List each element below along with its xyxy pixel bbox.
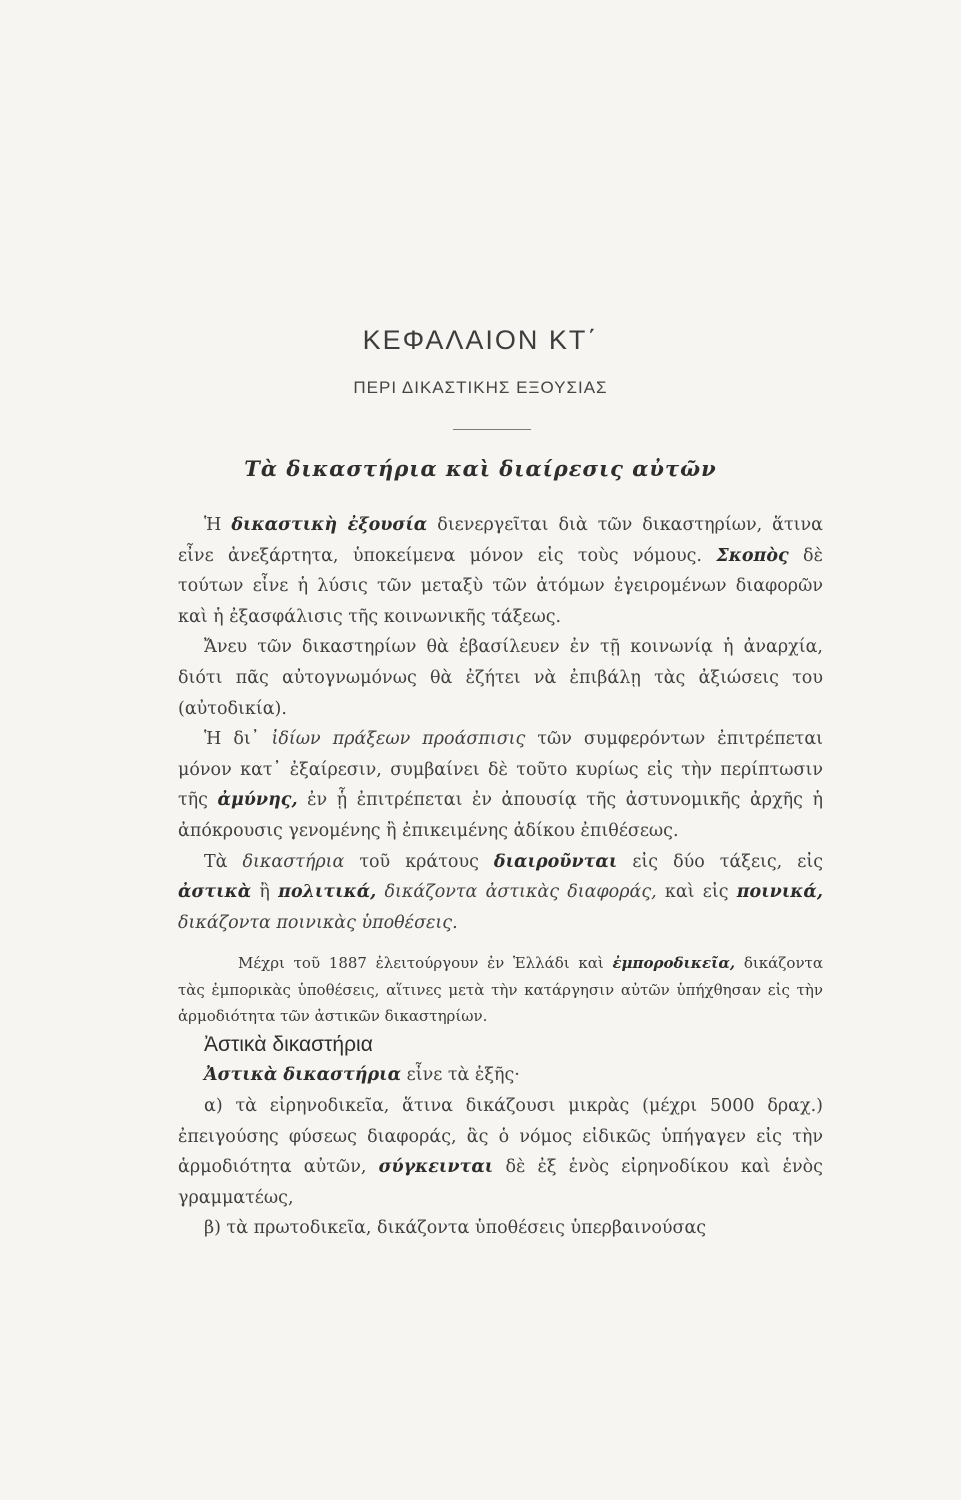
list-item-b: β) τὰ πρωτοδικεῖα, δικάζοντα ὑποθέσεις ὑπερβαινούσας xyxy=(204,1218,707,1239)
body-text xyxy=(178,510,823,1244)
italic-term: δικαστήρια xyxy=(242,851,345,872)
emphasis-term: Σκοπὸς xyxy=(716,545,789,566)
text-run: Τὰ xyxy=(204,851,243,872)
text-run: α) τὰ εἰρηνοδικεῖα, ἅτινα δικάζουσι μικρὰς (μέχρι 5000 δραχ.) ἐπειγούσης φύσεως διαφοράς, ἃς ὁ νόμος εἰδικῶς ὑπήγαγεν εἰς τὴν ἁρμοδιότητα αὐτῶν, xyxy=(178,1096,823,1178)
emphasis-term: Ἀστικὰ δικαστήρια xyxy=(204,1065,402,1086)
text-run: Ἡ δι᾽ xyxy=(204,729,272,750)
paragraph-self-defense xyxy=(178,724,823,846)
emphasis-term: ἀμύνης, xyxy=(217,790,298,811)
text-run: δὲ ἐξ ἑνὸς εἰρηνοδίκου καὶ ἑνὸς γραμματέως, xyxy=(178,1157,823,1208)
text-run: εἶνε τὰ ἑξῆς· xyxy=(401,1065,520,1086)
text-run: καὶ εἰς xyxy=(656,882,737,903)
paragraph-court-division xyxy=(178,847,823,939)
paragraph-civil-courts-intro xyxy=(178,1060,823,1091)
text-run: τοῦ κράτους xyxy=(344,851,494,872)
text-run: εἰς δύο τάξεις, εἰς xyxy=(617,851,823,872)
list-item-a xyxy=(178,1091,823,1213)
emphasis-term: δικαστικὴ ἐξουσία xyxy=(231,515,428,535)
emphasis-term: ποινικά, xyxy=(736,882,823,903)
italic-term: ἰδίων πράξεων προάσπισις xyxy=(271,729,526,750)
subsection-heading: Ἀστικὰ δικαστήρια xyxy=(204,1032,373,1056)
section-heading: Τὰ δικαστήρια καὶ διαίρεσις αὐτῶν xyxy=(244,456,717,481)
emphasis-term: σύγκεινται xyxy=(378,1157,494,1178)
text-run xyxy=(376,882,384,902)
text-run: δὲ τούτων εἶνε ἡ λύσις τῶν μεταξὺ τῶν ἀτόμων ἐγειρομένων διαφορῶν καὶ ἡ ἐξασφάλισις τῆς κοινωνικῆς τάξεως. xyxy=(178,545,823,627)
emphasis-term: ἐμποροδικεῖα, xyxy=(612,954,736,973)
emphasis-term: διαιροῦνται xyxy=(493,851,618,872)
text-run: Μέχρι τοῦ 1887 ἐλειτούργουν ἐν Ἑλλάδι καὶ xyxy=(238,954,613,973)
chapter-title: ΚΕΦΑΛΑΙΟΝ ΚΤ΄ xyxy=(362,325,599,355)
footnote-commercial-courts xyxy=(178,950,823,1030)
emphasis-term: πολιτικά, xyxy=(278,882,377,903)
emphasis-term: ἀστικὰ xyxy=(178,882,252,903)
text-run: ἐν ᾗ ἐπιτρέπεται ἐν ἀπουσίᾳ τῆς ἀστυνομικῆς ἀρχῆς ἡ ἀπόκρουσις γενομένης ἢ ἐπικειμένης ἀδίκου ἐπιθέσεως. xyxy=(178,790,824,841)
text-run: δικάζοντα τὰς ἐμπορικὰς ὑποθέσεις, αἵτινες μετὰ τὴν κατάργησιν αὐτῶν ὑπήχθησαν εἰς τὴν ἁρμοδιότητα τῶν ἀστικῶν δικαστηρίων. xyxy=(178,954,823,1026)
italic-term: δικάζοντα ποινικὰς ὑποθέσεις. xyxy=(178,912,458,933)
text-run: Ἡ xyxy=(204,515,232,535)
text-run: τῶν συμφερόντων ἐπιτρέπεται μόνον κατ᾽ ἐξαίρεσιν, συμβαίνει δὲ τοῦτο κυρίως εἰς τὴν περίπτωσιν τῆς xyxy=(178,729,823,811)
divider-rule xyxy=(453,429,531,430)
chapter-subtitle: ΠΕΡΙ ΔΙΚΑΣΤΙΚΗΣ ΕΞΟΥΣΙΑΣ xyxy=(353,378,608,397)
paragraph-judicial-power xyxy=(178,510,823,632)
paragraph-anarchy: Ἄνευ τῶν δικαστηρίων θὰ ἐβασίλευεν ἐν τῇ κοινωνίᾳ ἡ ἀναρχία, διότι πᾶς αὐτογνωμόνως θὰ ἐζήτει νὰ ἐπιβάλῃ τὰς ἀξιώσεις του (αὐτοδικία). xyxy=(178,637,823,719)
text-run: διενεργεῖται διὰ τῶν δικαστηρίων, ἅτινα εἶνε ἀνεξάρτητα, ὑποκείμενα μόνον εἰς τοὺς νόμους. xyxy=(178,515,823,566)
text-run: ἢ xyxy=(251,882,279,903)
italic-term: δικάζοντα ἀστικὰς διαφοράς, xyxy=(384,882,657,903)
